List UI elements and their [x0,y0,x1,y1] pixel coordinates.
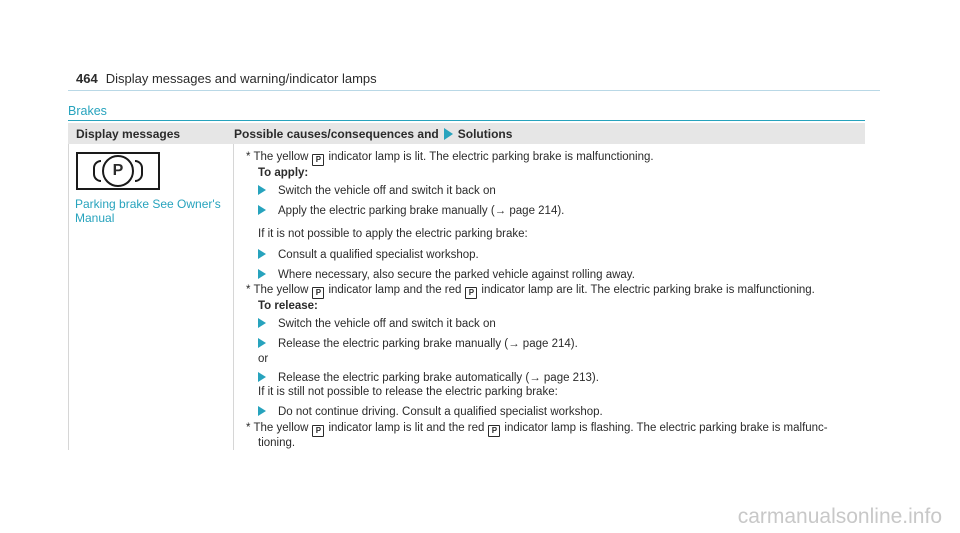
parking-brake-icon: P [312,287,324,299]
arrow-right-icon [444,128,453,140]
table-column-divider [233,144,234,450]
cause-1: * The yellow P indicator lamp is lit. The electric parking brake is malfunctioning. [246,151,654,164]
step-consult: Consult a qualified specialist workshop. [258,249,479,262]
parking-brake-icon: P [488,425,500,437]
watermark: carmanualsonline.info [737,505,942,528]
parking-brake-icon: P [465,287,477,299]
section-title: Brakes [68,104,107,118]
arrow-right-icon [258,338,266,348]
step-apply-manually: Apply the electric parking brake manually (→ page 214). [258,205,564,218]
step-release-auto: Release the electric parking brake automatically (→ page 213). [258,372,599,385]
release-heading: To release: [258,300,318,312]
parking-brake-icon: P [312,425,324,437]
para-not-possible-release: If it is still not possible to release the electric parking brake: [258,386,558,398]
step-do-not-drive: Do not continue driving. Consult a qualified specialist workshop. [258,406,603,419]
arrow-right-icon [258,185,266,195]
table-header [68,123,865,144]
col-display-messages: Display messages [76,127,181,141]
apply-heading: To apply: [258,167,309,179]
cause-3-continued: tioning. [258,437,296,449]
header-divider [68,90,880,91]
page-header [76,71,377,86]
step-release-manually: Release the electric parking brake manually (→ page 214). [258,338,578,351]
section-divider [68,120,865,121]
arrow-right-icon [258,249,266,259]
header-title: Display messages and warning/indicator lamps [105,71,377,86]
table-left-border [68,144,69,450]
parking-brake-icon: P [76,152,160,190]
or-text: or [258,353,269,365]
step-switch-off: Switch the vehicle off and switch it back on [258,185,496,198]
col-causes-solutions: Possible causes/consequences and Solutions [234,127,513,141]
arrow-right-icon [258,205,266,215]
cause-2: * The yellow P indicator lamp and the red P indicator lamp are lit. The electric parking brake is malfunctioning. [246,284,815,297]
para-not-possible-apply: If it is not possible to apply the electric parking brake: [258,228,528,240]
display-message-text: Parking brake See Owner's Manual [75,197,221,225]
arrow-right-icon [258,269,266,279]
page-number: 464 [76,71,98,86]
arrow-right-icon [258,406,266,416]
arrow-right-icon [258,318,266,328]
parking-brake-icon: P [312,154,324,166]
step-secure-vehicle: Where necessary, also secure the parked vehicle against rolling away. [258,269,635,282]
step-switch-off-2: Switch the vehicle off and switch it back on [258,318,496,331]
cause-3: * The yellow P indicator lamp is lit and the red P indicator lamp is flashing. The electric parking brake is malfunc- [246,422,828,435]
arrow-right-icon [258,372,266,382]
